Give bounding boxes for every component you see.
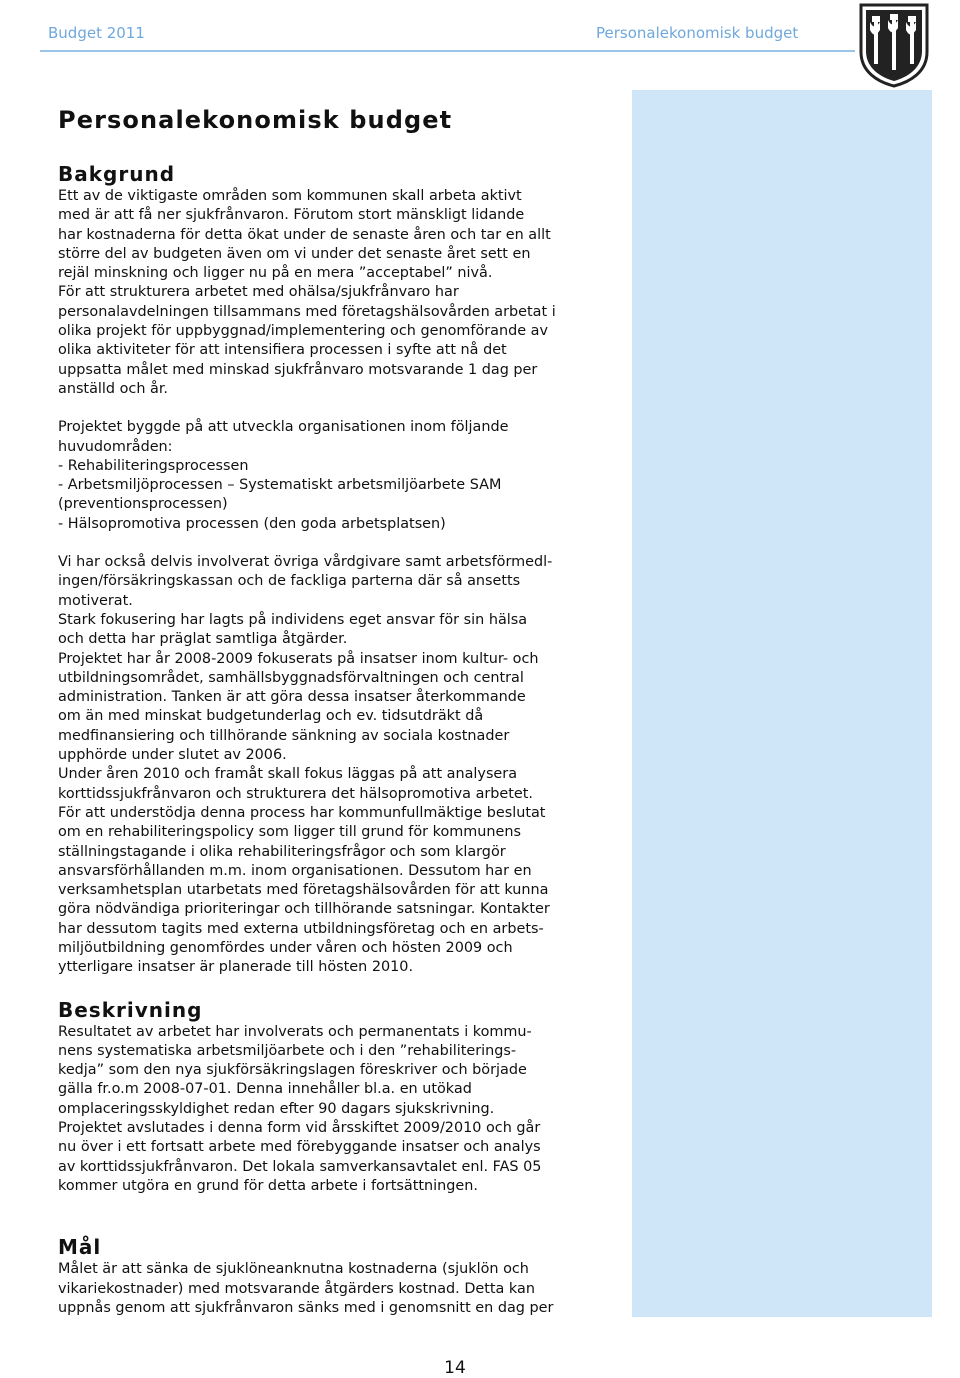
paragraph: Målet är att sänka de sjuklöneanknutna kostnaderna (sjuklön och vikariekostnader) med motsvarande åtgärders kostnad. Detta kan uppnås genom att sjukfrånvaron sänks med i genomsnitt en dag per xyxy=(58,1261,554,1316)
section-heading: Beskrivning xyxy=(58,997,203,1022)
municipal-coat-of-arms-icon xyxy=(858,2,930,88)
section-heading: Mål xyxy=(58,1235,102,1260)
paragraph: Vi har också delvis involverat övriga vårdgivare samt arbetsförmedl- ingen/försäkringskassan och de fackliga parterna där så ansetts motiverat. Stark fokusering har lagts på individens eget ansvar för sin hälsa och detta har präglat samtliga åtgärder. Projektet har år 2008-2009 fokuserats på insatser inom kultur- och utbildningsområdet, samhällsbyggnadsförvaltningen och central administration. Tanken är att göra dessa insatser återkommande om än med minskat budgetunderlag och ev. tidsutdräkt då medfinansiering och tillhörande sänkning av sociala kostnader upphörde under slutet av 2006. Under åren 2010 och framåt skall fokus läggas på att analysera korttidssjukfrånvaron och strukturera det hälsopromotiva arbetet. För att understödja denna process har kommunfullmäktige beslutat om en rehabiliteringspolicy som ligger till grund för kommunens ställningstagande i olika rehabiliteringsfrågor och som klargör ansvarsförhållanden m.m. inom organisationen. Dessutom har en verksamhetsplan utarbetats med företagshälsovården för att kunna göra nödvändiga prioriteringar och tillhörande satsningar. Kontakter har dessutom tagits med externa utbildningsföretag och en arbets- miljöutbildning genomfördes under våren och hösten 2009 och ytterligare insatser är planerade till hösten 2010. xyxy=(58,554,553,976)
sidebar-panel xyxy=(632,90,932,1317)
document-title: Personalekonomisk budget xyxy=(58,106,453,134)
header-section-title: Personalekonomisk budget xyxy=(596,24,799,42)
section-bakgrund xyxy=(58,161,618,978)
header-divider xyxy=(40,50,855,52)
document-body xyxy=(58,104,618,1318)
page-number: 14 xyxy=(444,1358,466,1378)
section-mal xyxy=(58,1234,618,1318)
paragraph: Resultatet av arbetet har involverats och permanentats i kommu- nens systematiska arbetsmiljöarbete och i den ”rehabiliterings- kedja” som den nya sjukförsäkringslagen föreskriver och började gälla fr.o.m 2008-07-01. Denna innehåller bl.a. en utökad omplaceringsskyldighet redan efter 90 dagars sjukskrivning. Projektet avslutades i denna form vid årsskiftet 2009/2010 och går nu över i ett fortsatt arbete med förebyggande insatser och analys av korttidssjukfrånvaron. Det lokala samverkansavtalet enl. FAS 05 kommer utgöra en grund för detta arbete i fortsättningen. xyxy=(58,1023,542,1194)
paragraph: Projektet byggde på att utveckla organisationen inom följande huvudområden: - Rehabiliteringsprocessen - Arbetsmiljöprocessen – Systematiskt arbetsmiljöarbete SAM (preventionsprocessen) - Hälsopromotiva processen (den goda arbetsplatsen) xyxy=(58,419,509,532)
header-year: Budget 2011 xyxy=(48,24,145,42)
section-heading: Bakgrund xyxy=(58,162,176,186)
section-beskrivning xyxy=(58,997,618,1197)
paragraph: Ett av de viktigaste områden som kommunen skall arbeta aktivt med är att få ner sjukfrånvaron. Förutom stort mänskligt lidande har kostnaderna för detta ökat under de senaste åren och tar en allt större del av budgeten även om vi under det senaste året sett en rejäl minskning och ligger nu på en mera ”acceptabel” nivå. För att strukturera arbetet med ohälsa/sjukfrånvaro har personalavdelningen tillsammans med företagshälsovården arbetat i olika projekt för uppbyggnad/implementering och genomförande av olika aktiviteter för att intensifiera processen i syfte att nå det uppsatta målet med minskad sjukfrånvaro motsvarande 1 dag per anställd och år. xyxy=(58,188,556,397)
